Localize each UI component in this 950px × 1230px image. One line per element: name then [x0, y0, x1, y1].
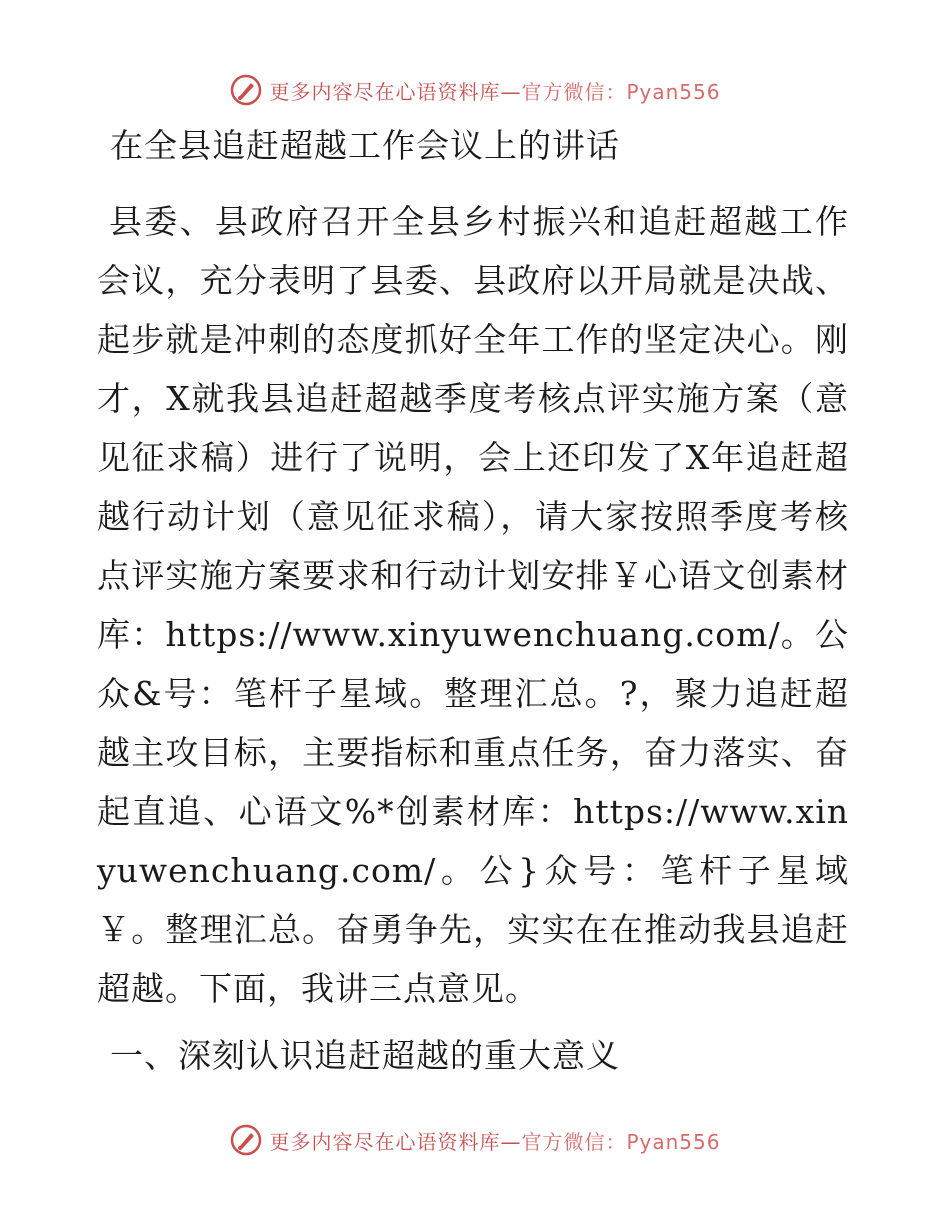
banner-text: 更多内容尽在心语资料库—官方微信：Pyan556 — [269, 1129, 721, 1154]
pen-logo-icon — [229, 1123, 263, 1157]
banner-text: 更多内容尽在心语资料库—官方微信：Pyan556 — [269, 79, 721, 104]
section-heading: 一、深刻认识追赶超越的重大意义 — [110, 1036, 620, 1075]
header-banner — [0, 68, 950, 112]
pen-logo-icon — [229, 73, 263, 107]
banner-content — [229, 1123, 720, 1157]
document-title: 在全县追赶超越工作会议上的讲话 — [110, 126, 620, 165]
footer-banner — [0, 1118, 950, 1162]
body-paragraph: 县委、县政府召开全县乡村振兴和追赶超越工作会议，充分表明了县委、县政府以开局就是决战、起步就是冲刺的态度抓好全年工作的坚定决心。刚才，X就我县追赶超越季度考核点评实施方案（意见征求稿）进行了说明，会上还印发了X年追赶超越行动计划（意见征求稿），请大家按照季度考核点评实施方案要求和行动计划安排￥心语文创素材库：https://www.xinyuwenchuang.com/。公众&号：笔杆子星域。整理汇总。?，聚力追赶超越主攻目标，主要指标和重点任务，奋力落实、奋起直追、心语文%*创素材库：https://www.xinyuwenchuang.com/。公}众号：笔杆子星域￥。整理汇总。奋勇争先，实实在在推动我县追赶超越。下面，我讲三点意见。 — [97, 202, 849, 1008]
banner-content — [229, 73, 720, 107]
